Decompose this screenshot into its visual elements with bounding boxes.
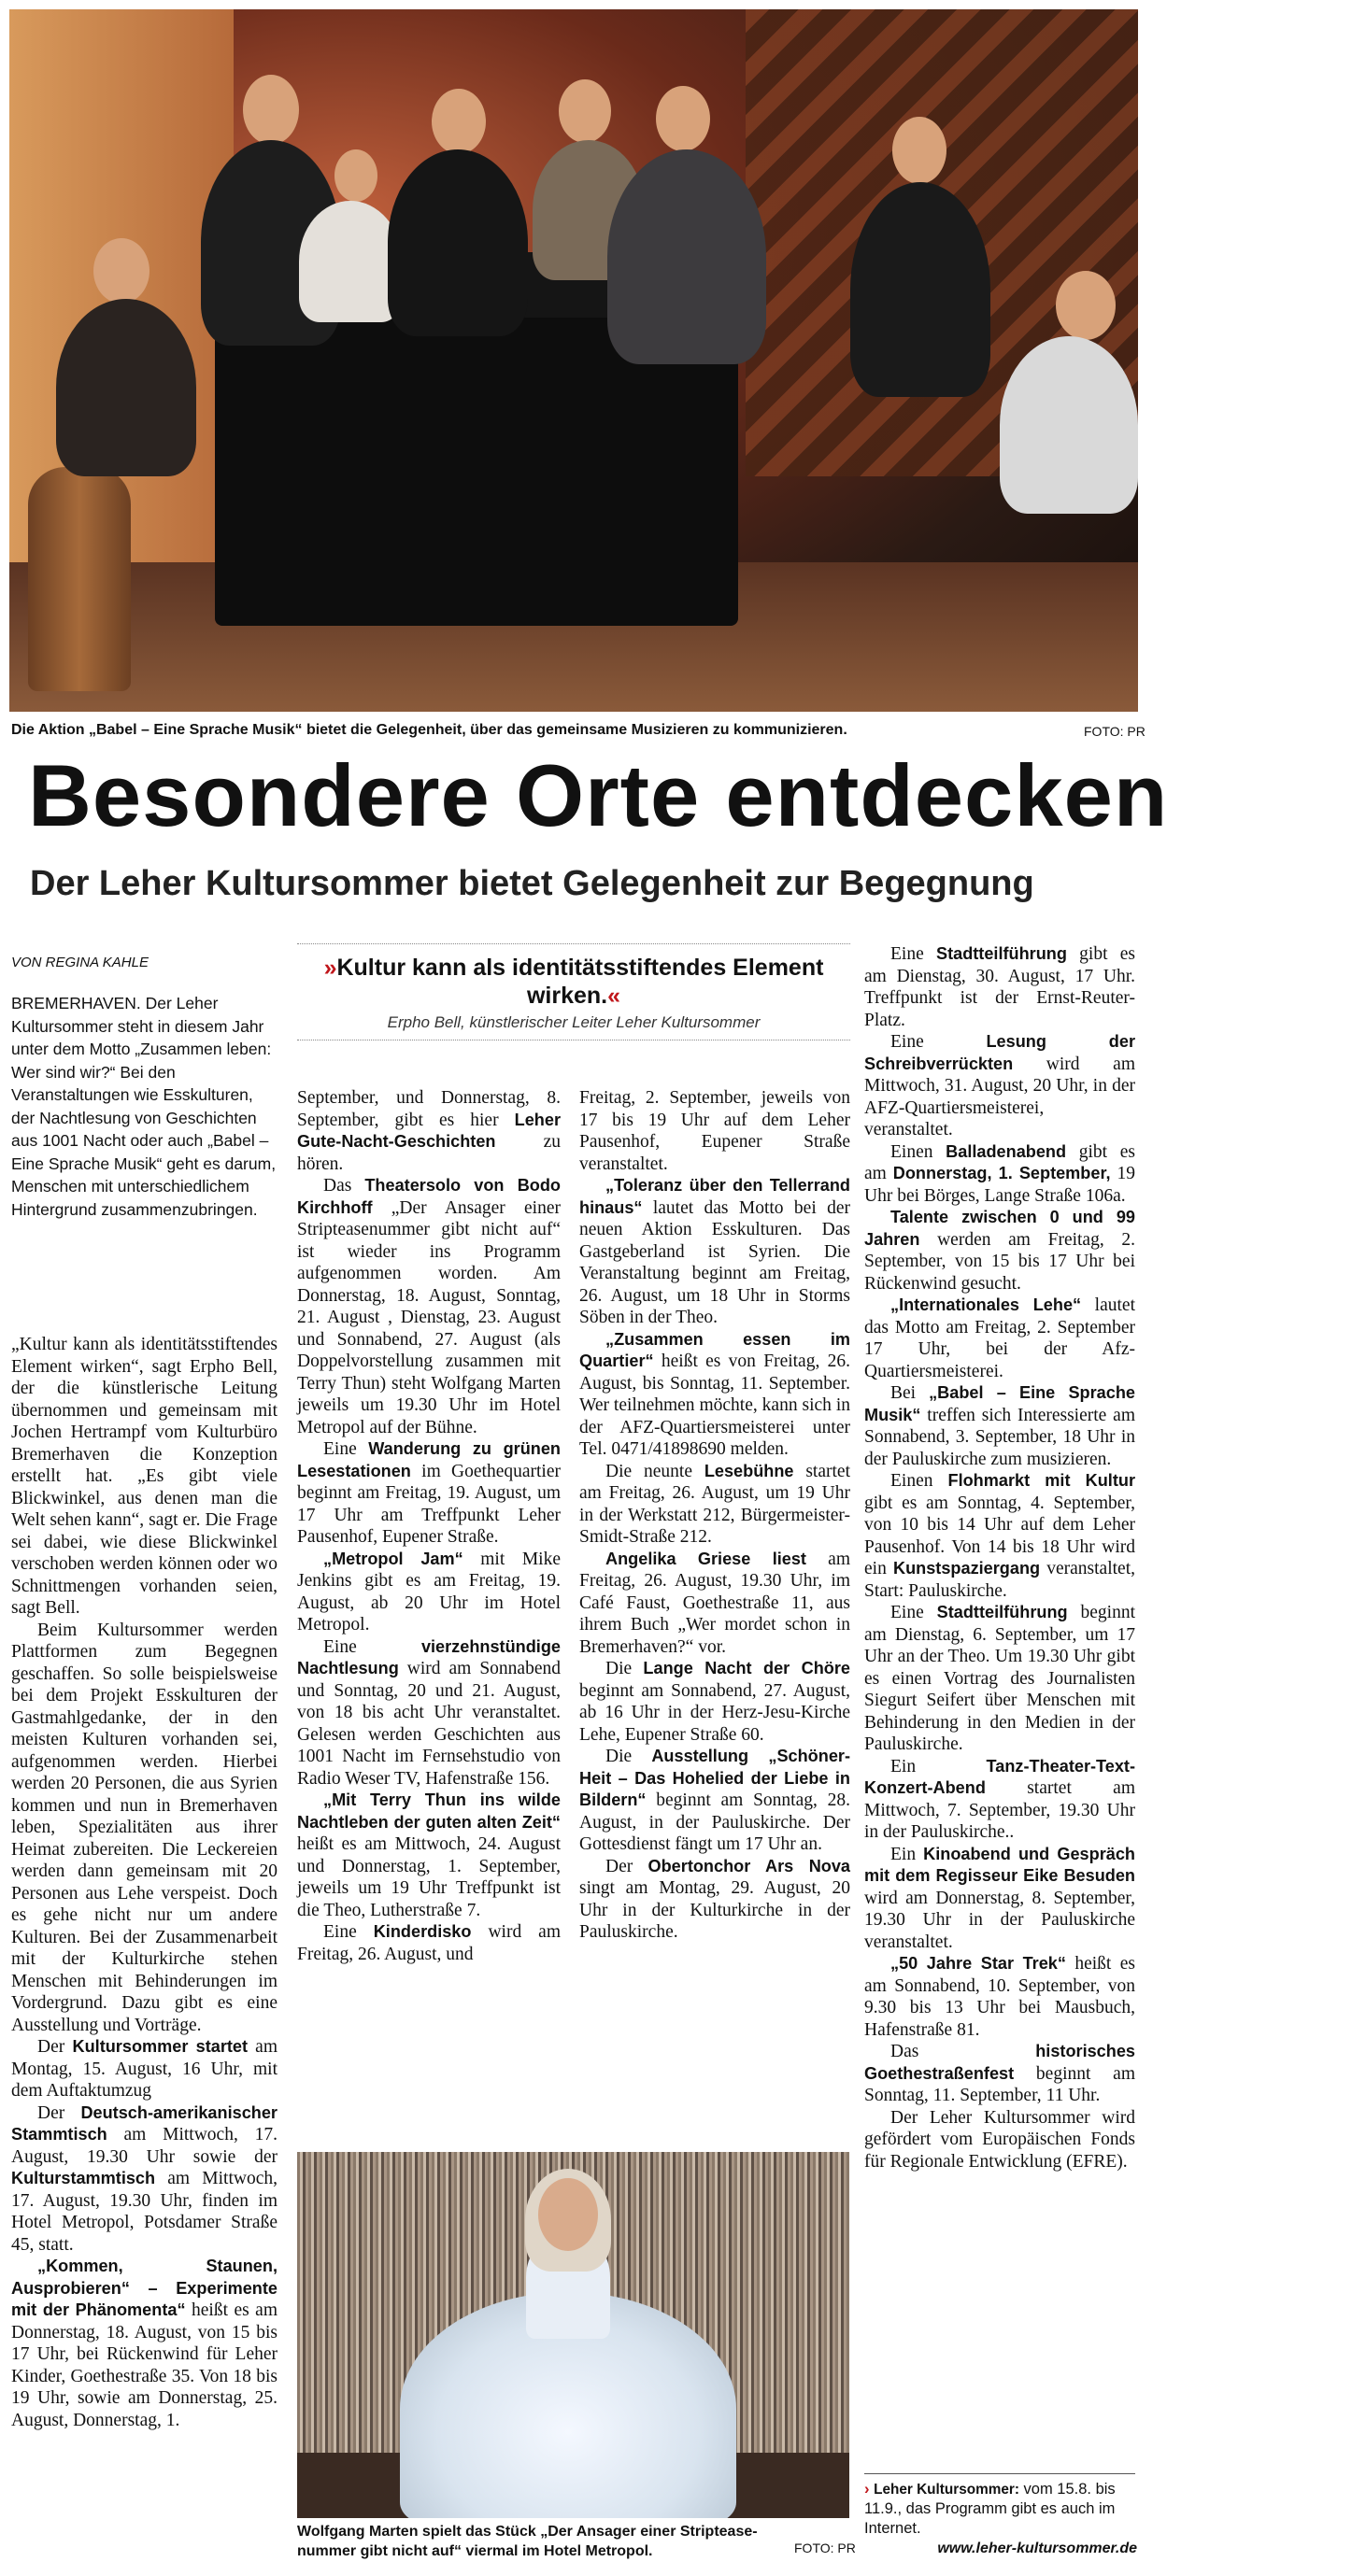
paragraph: Die Lange Nacht der Chöre beginnt am Sonnabend, 27. August, ab 16 Uhr in der Herz-Jesu-Kirche Lehe, Eupener Straße 60.: [579, 1659, 850, 1745]
paragraph: Talente zwischen 0 und 99 Jahren werden am Freitag, 2. September, von 15 bis 17 Uhr bei Rückenwind gesucht.: [864, 1208, 1135, 1294]
paragraph: Freitag, 2. September, jeweils von 17 bis 19 Uhr auf dem Leher Pausenhof, Eupener Straße veranstaltet.: [579, 1088, 850, 1174]
paragraph: „Zusammen essen im Quartier“ heißt es von Freitag, 26. August, bis Sonntag, 11. September. Wer teilnehmen möchte, kann sich in der AFZ-Quartiersmeisterei unter Tel. 0471/41898690 melden.: [579, 1329, 850, 1459]
website-link[interactable]: www.leher-kultursommer.de: [937, 2541, 1137, 2556]
paragraph: „Mit Terry Thun ins wilde Nachtleben der guten alten Zeit“ heißt es am Mittwoch, 24. August und Donnerstag, 1. September, jeweils um 19 Uhr Treffpunkt ist die Theo, Lutherstraße 7.: [297, 1790, 561, 1920]
paragraph: Ein Tanz-Theater-Text-Konzert-Abend startet am Mittwoch, 7. September, 19.30 Uhr in der Pauluskirche..: [864, 1756, 1135, 1842]
paragraph: Eine vierzehnstündige Nachtlesung wird am Sonnabend und Sonntag, 20 und 21. August, von 18 bis acht Uhr veranstaltet. Gelesen werden Geschichten aus 1001 Nacht im Fernsehstudio von Radio Weser TV, Hafenstraße 156.: [297, 1636, 561, 1789]
paragraph: Beim Kultursommer werden Plattformen zum Begegnen geschaffen. So solle beispielsweise bei dem Projekt Esskulturen der Gastmahlgedanke, der in den meisten Kulturen vorhanden sei, aufgenommen werden. Hierbei werden 20 Personen, die aus Syrien kommen und nun in Bremerhaven leben, Spezialitäten aus ihrer Heimat zubereiten. Die Leckereien werden dann gemeinsam mit 20 Personen aus Lehe verspeist. Doch es gehe nicht nur um andere Kulturen. Bei der Zusammenarbeit mit der Kulturkirche stehen Menschen mit Behinderungen im Vordergrund. Dazu gibt es eine Ausstellung und Vorträge.: [11, 1620, 277, 2035]
paragraph: „Kultur kann als identitätsstiftendes Element wirken“, sagt Erpho Bell, der die künstlerische Leitung übernommen und gemeinsam mit Jochen Hertrampf vom Kulturbüro Bremerhaven die Konzeption erstellt hat. „Es gibt viele Blickwinkel, aus denen man die Welt sehen kann“, sagt er. Die Frage sei dabei, wie diese Blickwinkel verschoben werden können oder wo Schnittmengen vorhanden seien, sagt Bell.: [11, 1335, 277, 1618]
photo-credit: FOTO: PR: [1084, 724, 1145, 739]
paragraph: Die neunte Lesebühne startet am Freitag, 26. August, um 19 Uhr in der Werkstatt 212, Bürgermeister-Smidt-Straße 212.: [579, 1461, 850, 1547]
paragraph: Eine Kinderdisko wird am Freitag, 26. August, und: [297, 1922, 561, 1964]
paragraph: Das Theatersolo von Bodo Kirchhoff „Der Ansager einer Stripteasenummer gibt nicht auf“ ist wieder ins Programm aufgenommen worden. Am Donnerstag, 18. August, Sonntag, 21. August , Dienstag, 23. August und Sonnabend, 27. August (als Doppelvorstellung zusammen mit Terry Thun) steht Wolfgang Marten jeweils um 19.30 Uhr im Hotel Metropol auf der Bühne.: [297, 1176, 561, 1437]
paragraph: „Metropol Jam“ mit Mike Jenkins gibt es am Freitag, 19. August, ab 20 Uhr im Hotel Metropol.: [297, 1549, 561, 1635]
article-column-3: [579, 1087, 850, 1944]
musicians-photo: [9, 9, 1138, 712]
paragraph: „Toleranz über den Tellerrand hinaus“ lautet das Motto bei der neuen Aktion Esskulturen. Das Gastgeberland ist Syrien. Die Veranstaltung beginnt am Freitag, 26. August, um 18 Uhr in Storms Söben in der Theo.: [579, 1176, 850, 1327]
intro-text: BREMERHAVEN. Der Leher Kultursommer steht in diesem Jahr unter dem Motto „Zusammen leben: Wer sind wir?“ Bei den Veranstaltungen wie Esskulturen, der Nachtlesung von Geschichten aus 1001 Nacht oder auch „Babel – Eine Sprache Musik“ geht es darum, Menschen mit unterschiedlichem Hintergrund zusammenzubringen.: [11, 994, 277, 1219]
arrow-icon: ›: [864, 2481, 870, 2498]
paragraph: „50 Jahre Star Trek“ heißt es am Sonnabend, 10. September, von 9.30 bis 13 Uhr bei Mausbuch, Hafenstraße 81.: [864, 1954, 1136, 2040]
article-column-4: [864, 943, 1135, 2173]
paragraph: Einen Flohmarkt mit Kultur gibt es am Sonntag, 4. September, von 10 bis 14 Uhr auf dem Leher Pausenhof. Von 14 bis 18 Uhr wird ein Kunstspaziergang veranstaltet, Start: Pauluskirche.: [864, 1471, 1136, 1601]
paragraph: Eine Wanderung zu grünen Lesestationen im Goethequartier beginnt am Freitag, 19. August, um 17 Uhr am Treffpunkt Leher Pausenhof, Eupener Straße.: [297, 1439, 562, 1547]
info-box: › Leher Kultursommer: vom 15.8. bis 11.9., das Programm gibt es auch im Internet.: [864, 2473, 1135, 2539]
performer-photo: [297, 2152, 849, 2518]
quote-attribution: Erpho Bell, künstlerischer Leiter Leher Kultursommer: [387, 1013, 761, 1031]
paragraph: Der Deutsch-amerikanischer Stammtisch am Mittwoch, 17. August, 19.30 Uhr sowie der Kulturstammtisch am Mittwoch, 17. August, 19.30 Uhr, finden im Hotel Metropol, Potsdamer Straße 45, statt.: [11, 2102, 277, 2255]
subheadline: Der Leher Kultursommer bietet Gelegenheit zur Begegnung: [30, 864, 1034, 903]
article-column-2: [297, 1087, 561, 1965]
paragraph: September, und Donnerstag, 8. September, gibt es hier Leher Gute-Nacht-Geschichten zu hören.: [297, 1088, 561, 1174]
quote-text: Kultur kann als identitätsstiftendes Element wirken.: [336, 955, 824, 1009]
headline: Besondere Orte entdecken: [28, 746, 1169, 844]
pull-quote: »Kultur kann als identitätsstiftendes Element wirken.« Erpho Bell, künstlerischer Leiter Leher Kultursommer: [297, 943, 850, 1040]
paragraph: Eine Lesung der Schreibverrückten wird am Mittwoch, 31. August, 20 Uhr, in der AFZ-Quartiersmeisterei, veranstaltet.: [864, 1032, 1136, 1139]
paragraph: Eine Stadtteilführung gibt es am Dienstag, 30. August, 17 Uhr. Treffpunkt ist der Ernst-Reuter-Platz.: [864, 944, 1135, 1030]
paragraph: Angelika Griese liest am Freitag, 26. August, 19.30 Uhr, im Café Faust, Goethestraße 11, aus ihrem Buch „Wer mordet schon in Bremerhaven?“ vor.: [579, 1549, 850, 1657]
photo-caption-bottom: Wolfgang Marten spielt das Stück „Der Ansager einer Striptease-nummer gibt nicht auf“ viermal im Hotel Metropol.: [297, 2524, 758, 2559]
paragraph: Das historisches Goethestraßenfest beginnt am Sonntag, 11. September, 11 Uhr.: [864, 2042, 1135, 2105]
photo-credit-bottom: FOTO: PR: [794, 2541, 856, 2555]
paragraph: Einen Balladenabend gibt es am Donnerstag, 1. September, 19 Uhr bei Börges, Lange Straße 106a.: [864, 1141, 1135, 1206]
paragraph: Eine Stadtteilführung beginnt am Dienstag, 6. September, um 17 Uhr an der Theo. Um 19.30 Uhr gibt es einen Vortrag des Journalisten Siegurt Seifert über Menschen mit Behinderung in den Medien in der Pauluskirche.: [864, 1603, 1135, 1754]
paragraph: Die Ausstellung „Schöner-Heit – Das Hohelied der Liebe in Bildern“ beginnt am Sonntag, 28. August, in der Pauluskirche. Der Gottesdienst fängt um 17 Uhr an.: [579, 1747, 850, 1854]
paragraph: Ein Kinoabend und Gespräch mit dem Regisseur Eike Besuden wird am Donnerstag, 8. September, 19.30 Uhr in der Pauluskirche veranstaltet.: [864, 1844, 1135, 1952]
paragraph: „Internationales Lehe“ lautet das Motto am Freitag, 2. September 17 Uhr, bei der Afz-Quartiersmeisterei.: [864, 1295, 1135, 1381]
paragraph: Der Kultursommer startet am Montag, 15. August, 16 Uhr, mit dem Auftaktumzug: [11, 2037, 277, 2101]
paragraph: Bei „Babel – Eine Sprache Musik“ treffen sich Interessierte am Sonnabend, 3. September, 18 Uhr in der Pauluskirche zum musizieren.: [864, 1383, 1135, 1469]
photo-caption: Die Aktion „Babel – Eine Sprache Musik“ bietet die Gelegenheit, über das gemeinsame Musizieren zu kommunizieren.: [11, 722, 847, 738]
paragraph: Der Obertonchor Ars Nova singt am Montag, 29. August, 20 Uhr in der Kulturkirche in der Pauluskirche.: [579, 1856, 851, 1942]
paragraph: „Kommen, Staunen, Ausprobieren“ – Experimente mit der Phänomenta“ heißt es am Donnerstag, 18. August, von 15 bis 17 Uhr, bei Rückenwind für Leher Kinder, Goethestraße 35. Von 18 bis 19 Uhr, sowie am Donnerstag, 25. August, Donnerstag, 1.: [11, 2257, 278, 2430]
article-column-1: [11, 1334, 277, 2431]
byline: VON REGINA KAHLE: [11, 955, 149, 970]
paragraph: Der Leher Kultursommer wird gefördert vom Europäischen Fonds für Regionale Entwicklung (EFRE).: [864, 2107, 1135, 2172]
